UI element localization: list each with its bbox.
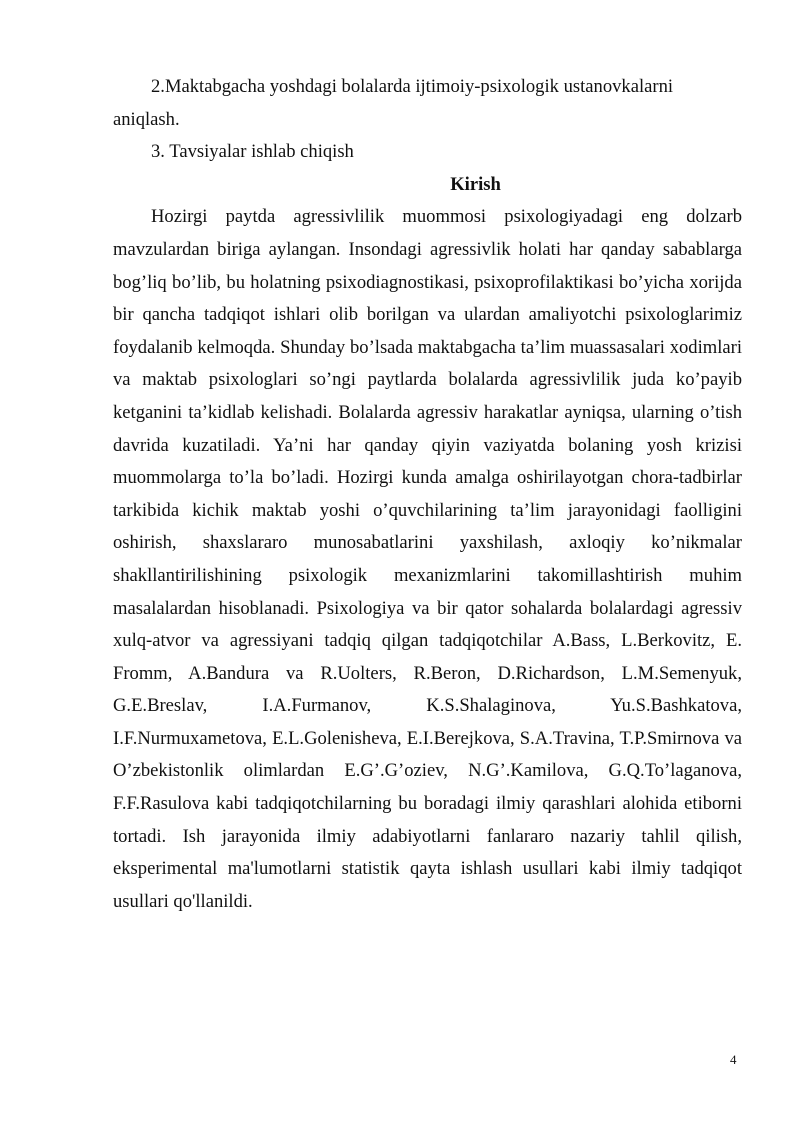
list-item-3: 3. Tavsiyalar ishlab chiqish — [151, 141, 354, 163]
list-item-2-continuation: aniqlash. — [113, 108, 180, 130]
list-item-2: 2.Maktabgacha yoshdagi bolalarda ijtimoiy-psixologik ustanovkalarni — [151, 76, 674, 97]
body-paragraph: Hozirgi paytda agressivlilik muommosi psixologiyadagi eng dolzarb mavzulardan biriga aylangan. Insondagi agressivlik holati har qanday sabablarga bog’liq bo’lib, bu holatning psixodiagnostikasi, psixoprofilaktikasi bo’yicha xorijda bir qancha tadqiqot ishlari olib borilgan va ulardan amaliyotchi psixologlarimiz foydalanib kelmoqda. Shunday bo’lsada maktabgacha ta’lim muassasalari xodimlari va maktab psixologlari so’ngi paytlarda bolalarda agressivlilik juda ko’payib ketganini ta’kidlab kelishadi. Bolalarda agressiv harakatlar ayniqsa, ularning o’tish davrida kuzatiladi. Ya’ni har qanday qiyin vaziyatda bolaning yosh krizisi muommolarga to’la bo’ladi. Hozirgi kunda amalga oshirilayotgan chora-tadbirlar tarkibida kichik maktab yoshi o’quvchilarining ta’lim jarayonidagi faolligini oshirish, shaxslararo munosabatlarini yaxshilash, axloqiy ko’nikmalar shakllantirilishining psixologik mexanizmlarini takomillashtirish muhim masalalardan hisoblanadi. Psixologiya va bir qator sohalarda bolalardagi agressiv xulq-atvor va agressiyani tadqiq qilgan tadqiqotchilar A.Bass, L.Berkovitz, E. Fromm, A.Bandura va R.Uolters, R.Beron, D.Richardson, L.M.Semenyuk, G.E.Breslav, I.A.Furmanov, K.S.Shalaginova, Yu.S.Bashkatova, I.F.Nurmuxametova, E.L.Golenisheva, E.I.Berejkova, S.A.Travina, T.P.Smirnova va O’zbekistonlik olimlardan E.G’.G’oziev, N.G’.Kamilova, G.Q.To’laganova, F.F.Rasulova kabi tadqiqotchilarning bu boradagi ilmiy qarashlari alohida etiborni tortadi. Ish jarayonida ilmiy adabiyotlarni fanlararo nazariy tahlil qilish, eksperimental ma'lumotlarni statistik qayta ishlash usullari kabi ilmiy tadqiqot usullari qo'llanildi. — [113, 206, 742, 912]
section-heading: Kirish — [450, 173, 501, 195]
document-body — [113, 71, 742, 918]
page-number: 4 — [730, 1052, 737, 1067]
